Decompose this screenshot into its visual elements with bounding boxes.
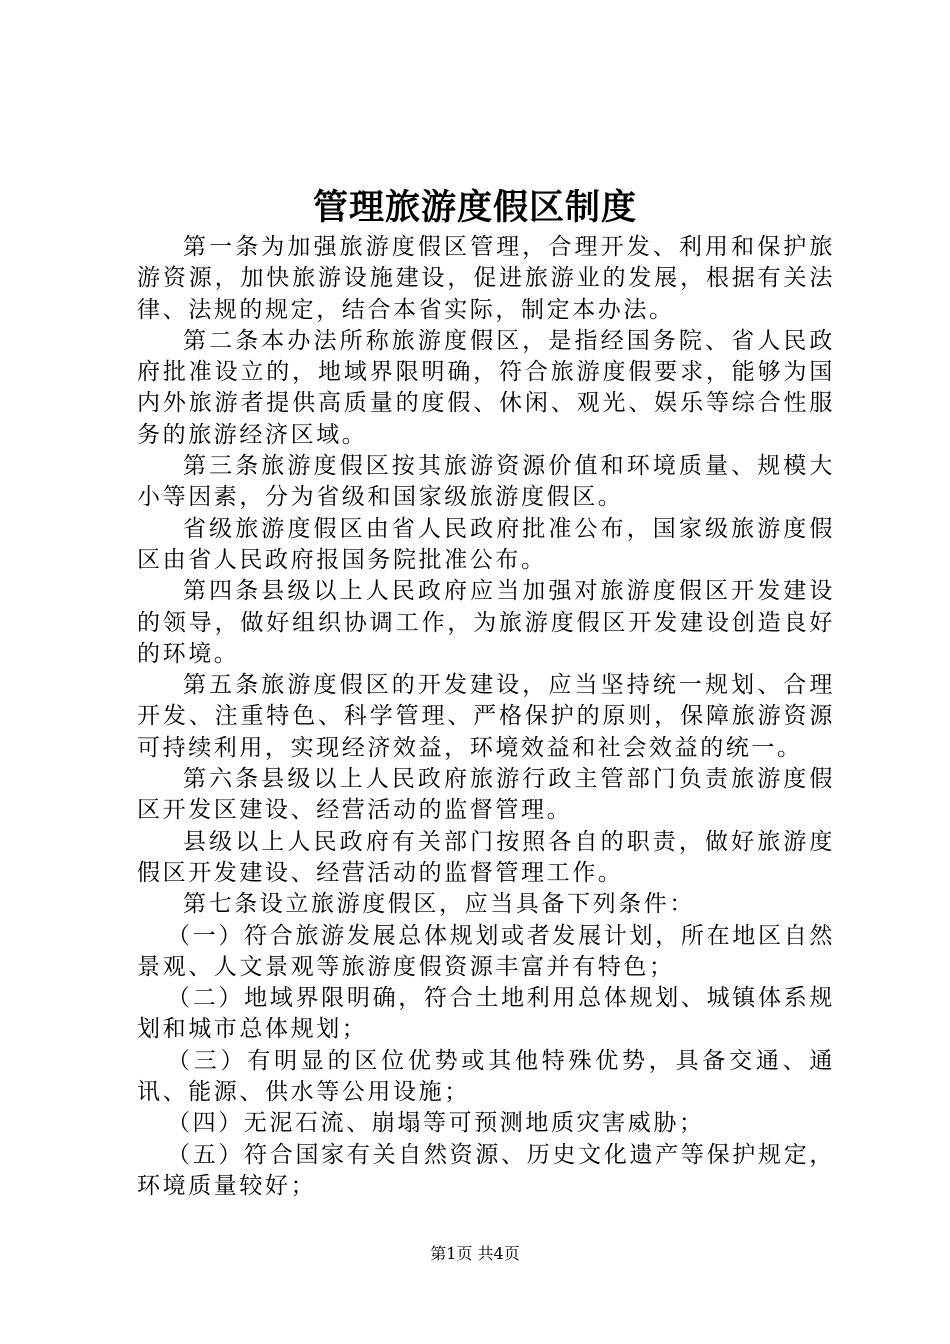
paragraph-article-6-detail: 县级以上人民政府有关部门按照各自的职责，做好旅游度假区开发建设、经营活动的监督管理工作。 — [137, 828, 835, 886]
paragraph-condition-1: （一）符合旅游发展总体规划或者发展计划，所在地区自然景观、人文景观等旅游度假资源丰富并有特色； — [137, 922, 835, 980]
paragraph-article-6: 第六条县级以上人民政府旅游行政主管部门负责旅游度假区开发区建设、经营活动的监督管理。 — [137, 766, 835, 824]
paragraph-article-3: 第三条旅游度假区按其旅游资源价值和环境质量、规模大小等因素，分为省级和国家级旅游度假区。 — [137, 453, 835, 511]
paragraph-article-3-detail: 省级旅游度假区由省人民政府批准公布，国家级旅游度假区由省人民政府报国务院批准公布。 — [137, 515, 835, 573]
paragraph-article-2: 第二条本办法所称旅游度假区，是指经国务院、省人民政府批准设立的，地域界限明确，符合旅游度假要求，能够为国内外旅游者提供高质量的度假、休闲、观光、娱乐等综合性服务的旅游经济区域。 — [137, 327, 835, 448]
page-footer: 第1页 共4页 — [430, 1244, 520, 1263]
paragraph-article-4: 第四条县级以上人民政府应当加强对旅游度假区开发建设的领导，做好组织协调工作，为旅游度假区开发建设创造良好的环境。 — [137, 578, 835, 667]
paragraph-article-5: 第五条旅游度假区的开发建设，应当坚持统一规划、合理开发、注重特色、科学管理、严格保护的原则，保障旅游资源可持续利用，实现经济效益，环境效益和社会效益的统一。 — [137, 672, 835, 761]
document-title: 管理旅游度假区制度 — [312, 187, 637, 228]
paragraph-article-7: 第七条设立旅游度假区，应当具备下列条件： — [183, 891, 695, 918]
paragraph-condition-4: （四）无泥石流、崩塌等可预测地质灾害威胁； — [167, 1110, 705, 1137]
paragraph-article-1: 第一条为加强旅游度假区管理，合理开发、利用和保护旅游资源，加快旅游设施建设，促进旅游业的发展，根据有关法律、法规的规定，结合本省实际，制定本办法。 — [137, 234, 835, 323]
paragraph-condition-5: （五）符合国家有关自然资源、历史文化遗产等保护规定，环境质量较好； — [137, 1141, 835, 1199]
paragraph-condition-2: （二）地域界限明确，符合土地利用总体规划、城镇体系规划和城市总体规划； — [137, 985, 835, 1043]
document-body — [137, 232, 835, 1202]
paragraph-condition-3: （三）有明显的区位优势或其他特殊优势，具备交通、通讯、能源、供水等公用设施； — [137, 1047, 835, 1106]
